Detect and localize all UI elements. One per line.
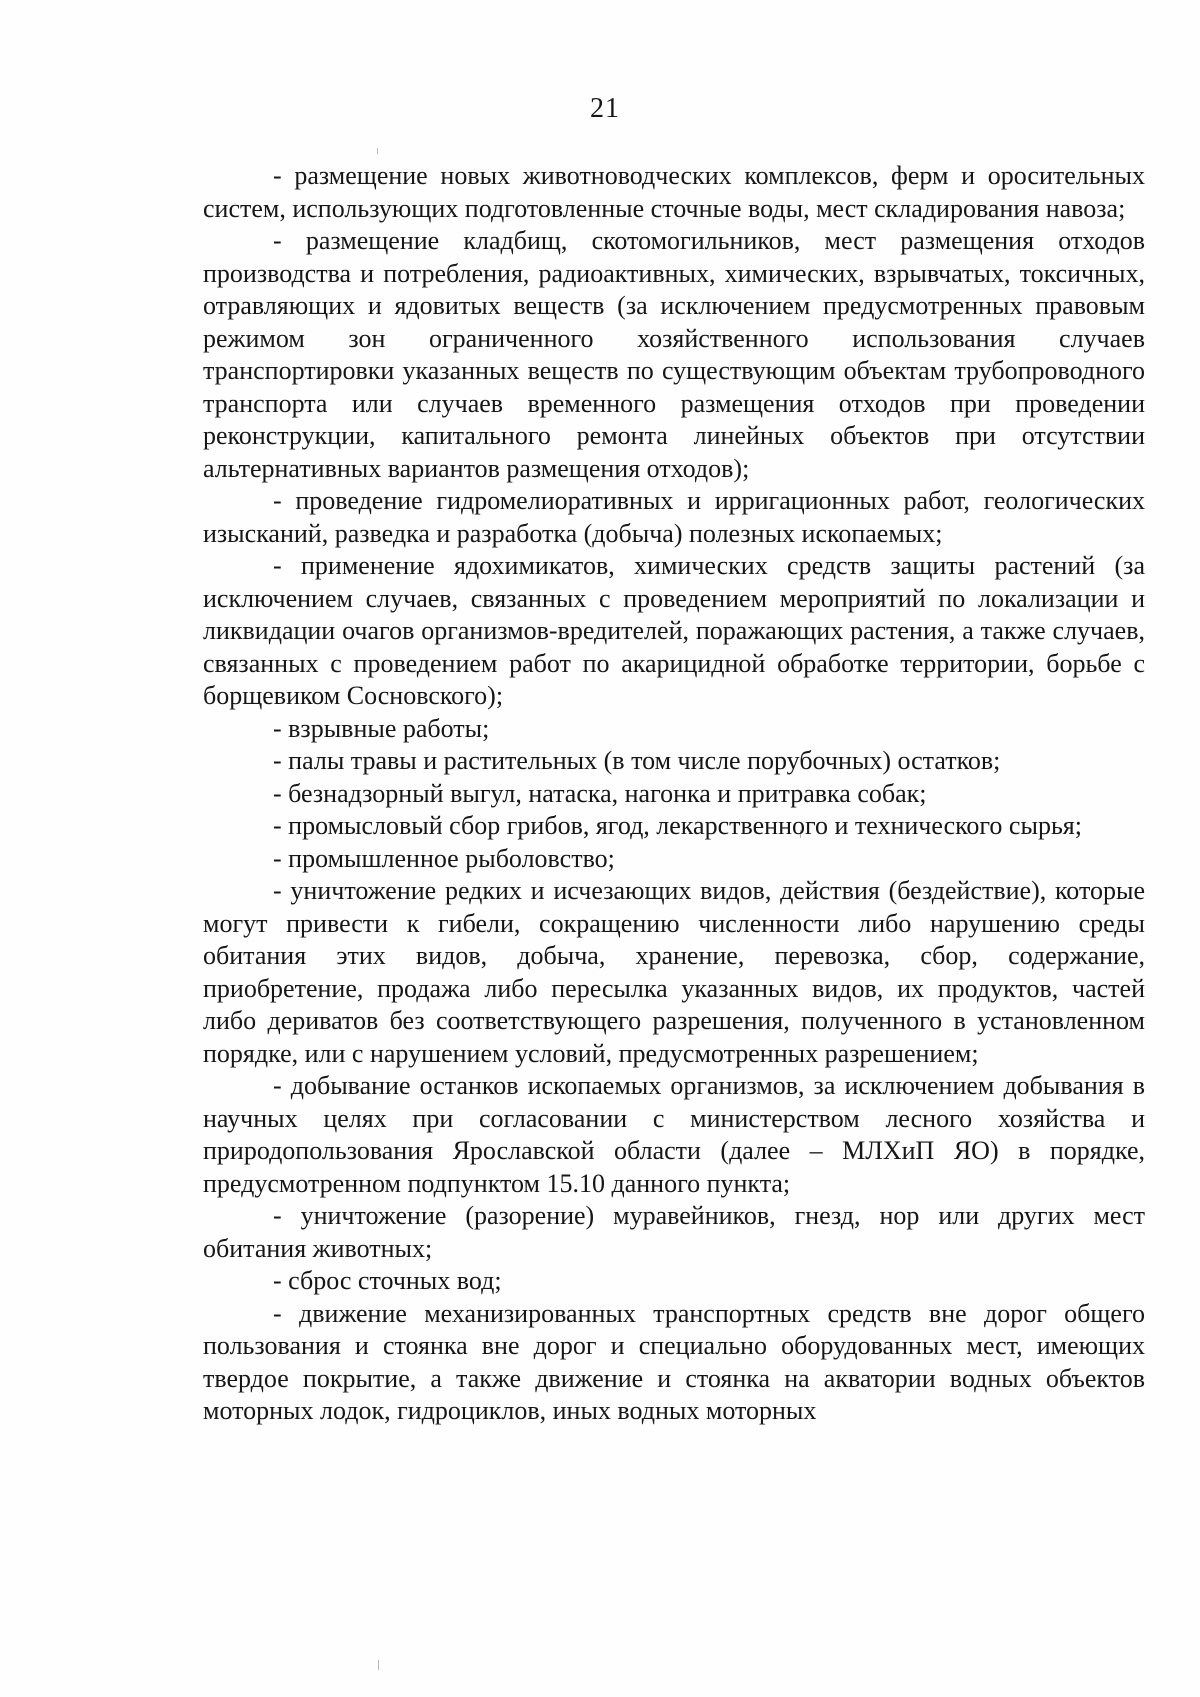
- list-item: - размещение кладбищ, скотомогильников, мест размещения отходов производства и потребления, радиоактивных, химических, взрывчатых, токсичных, отравляющих и ядовитых веществ (за исключением предусмотренных правовым режимом зон ограниченного хозяйственного использования случаев транспортировки указанных веществ по существующим объектам трубопроводного транспорта или случаев временного размещения отходов при проведении реконструкции, капитального ремонта линейных объектов при отсутствии альтернативных вариантов размещения отходов);: [203, 226, 1145, 483]
- list-item: - движение механизированных транспортных средств вне дорог общего пользования и стоянка вне дорог и специально оборудованных мест, имеющих твердое покрытие, а также движение и стоянка на акватории водных объектов моторных лодок, гидроциклов, иных водных моторных: [203, 1298, 1145, 1425]
- list-item: - безнадзорный выгул, натаска, нагонка и притравка собак;: [273, 778, 927, 808]
- list-item: - уничтожение (разорение) муравейников, гнезд, нор или других мест обитания животных;: [203, 1201, 1145, 1263]
- page-number: 21: [590, 93, 620, 124]
- list-item: - промышленное рыболовство;: [273, 843, 615, 873]
- list-item: - сброс сточных вод;: [273, 1266, 502, 1295]
- list-item: - промысловый сбор грибов, ягод, лекарственного и технического сырья;: [273, 811, 1082, 840]
- list-item: - добывание останков ископаемых организмов, за исключением добывания в научных целях при согласовании с министерством лесного хозяйства и природопользования Ярославской области (далее – МЛХиП ЯО) в порядке, предусмотренном подпунктом 15.10 данного пункта;: [203, 1071, 1145, 1198]
- document-body: [203, 160, 1145, 1428]
- list-item: - размещение новых животноводческих комплексов, ферм и оросительных систем, использующих подготовленные сточные воды, мест складирования навоза;: [203, 161, 1145, 223]
- list-item: - взрывные работы;: [273, 713, 490, 743]
- scan-artifact: [377, 148, 378, 154]
- scan-artifact: [378, 1660, 379, 1670]
- list-item: - палы травы и растительных (в том числе порубочных) остатков;: [273, 746, 1001, 775]
- list-item: - применение ядохимикатов, химических средств защиты растений (за исключением случаев, связанных с проведением мероприятий по локализации и ликвидации очагов организмов-вредителей, поражающих растения, а также случаев, связанных с проведением работ по акарицидной обработке территории, борьбе с борщевиком Сосновского);: [203, 551, 1145, 710]
- list-item: - проведение гидромелиоративных и ирригационных работ, геологических изысканий, разведка и разработка (добыча) полезных ископаемых;: [203, 486, 1145, 548]
- list-item: - уничтожение редких и исчезающих видов, действия (бездействие), которые могут привести к гибели, сокращению численности либо нарушению среды обитания этих видов, добыча, хранение, перевозка, сбор, содержание, приобретение, продажа либо пересылка указанных видов, их продуктов, частей либо дериватов без соответствующего разрешения, полученного в установленном порядке, или с нарушением условий, предусмотренных разрешением;: [203, 876, 1145, 1068]
